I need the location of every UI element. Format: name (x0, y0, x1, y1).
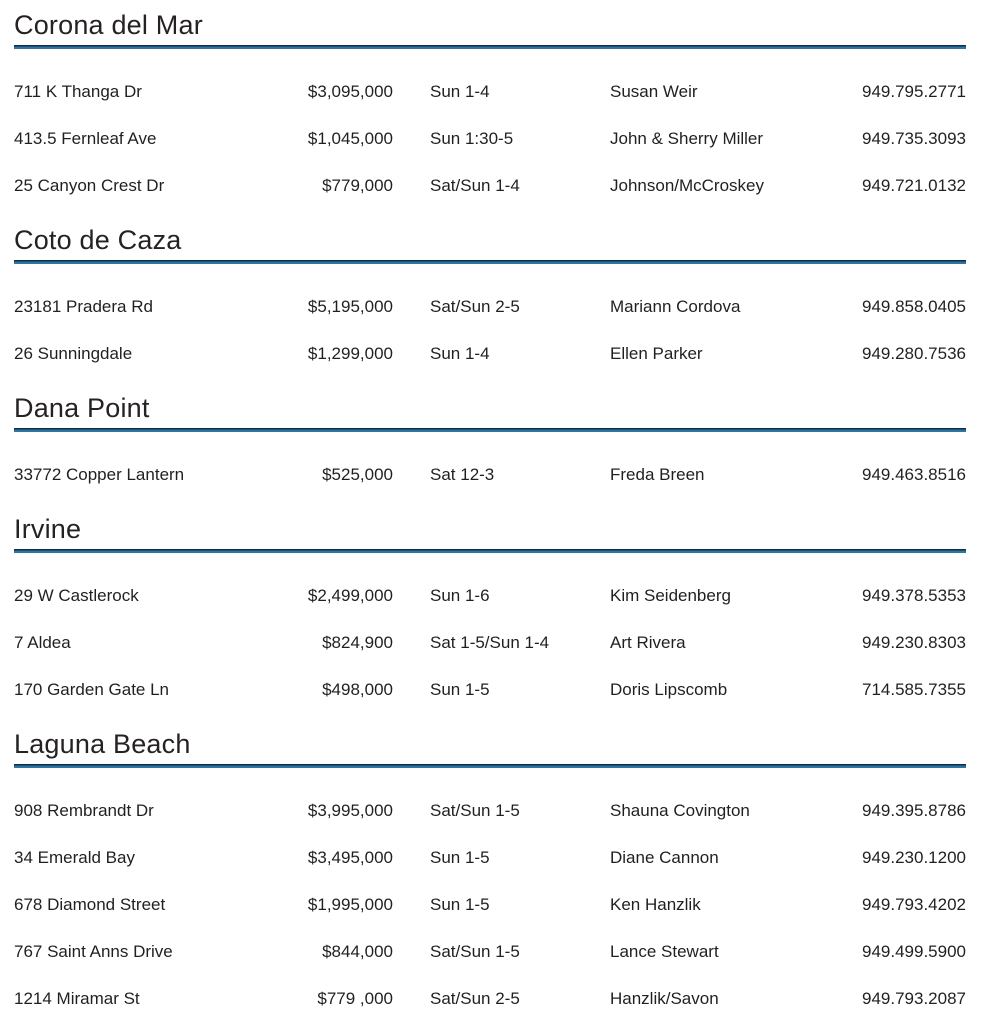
open-house-time: Sun 1:30-5 (430, 128, 514, 148)
listing-row (14, 283, 966, 330)
listing-rows (14, 553, 966, 713)
agent-phone: 949.858.0405 (862, 296, 966, 316)
listing-price: $779,000 (322, 175, 393, 195)
listing-address: 25 Canyon Crest Dr (14, 175, 165, 195)
agent-name: Hanzlik/Savon (610, 988, 719, 1008)
agent-phone: 949.463.8516 (862, 464, 966, 484)
listing-row (14, 881, 966, 928)
listing-address: 1214 Miramar St (14, 988, 140, 1008)
listing-row (14, 330, 966, 377)
agent-phone: 949.795.2771 (862, 81, 966, 101)
agent-phone: 949.793.2087 (862, 988, 966, 1008)
listing-rows (14, 768, 966, 1022)
listing-address: 767 Saint Anns Drive (14, 941, 173, 961)
listing-address: 34 Emerald Bay (14, 847, 135, 867)
listing-address: 678 Diamond Street (14, 894, 166, 914)
agent-name: John & Sherry Miller (610, 128, 764, 148)
open-house-time: Sun 1-5 (430, 847, 490, 867)
agent-phone: 949.395.8786 (862, 800, 966, 820)
agent-phone: 949.280.7536 (862, 343, 966, 363)
listing-address: 413.5 Fernleaf Ave (14, 128, 157, 148)
agent-name: Doris Lipscomb (610, 679, 728, 699)
city-section (14, 729, 966, 1022)
open-house-time: Sat 1-5/Sun 1-4 (430, 632, 550, 652)
listing-address: 33772 Copper Lantern (14, 464, 185, 484)
listing-price: $525,000 (322, 464, 393, 484)
open-house-time: Sun 1-6 (430, 585, 490, 605)
open-house-time: Sun 1-4 (430, 343, 490, 363)
agent-name: Johnson/McCroskey (610, 175, 765, 195)
listing-price: $3,495,000 (307, 847, 393, 867)
listing-row (14, 834, 966, 881)
agent-phone: 949.378.5353 (862, 585, 966, 605)
listing-row (14, 619, 966, 666)
open-house-time: Sat/Sun 1-5 (430, 941, 520, 961)
agent-phone: 714.585.7355 (862, 679, 966, 699)
agent-phone: 949.230.1200 (862, 847, 966, 867)
open-house-time: Sat/Sun 2-5 (430, 988, 520, 1008)
city-heading: Corona del Mar (14, 10, 203, 40)
listing-address: 29 W Castlerock (14, 585, 139, 605)
agent-name: Susan Weir (610, 81, 698, 101)
listing-price: $779 ,000 (317, 988, 393, 1008)
listing-rows (14, 49, 966, 209)
open-house-time: Sun 1-5 (430, 679, 490, 699)
listing-address: 711 K Thanga Dr (14, 81, 142, 101)
open-house-time: Sat/Sun 1-5 (430, 800, 520, 820)
city-section (14, 393, 966, 498)
listing-price: $824,900 (322, 632, 393, 652)
agent-name: Ken Hanzlik (610, 894, 701, 914)
listing-price: $844,000 (322, 941, 393, 961)
city-heading: Coto de Caza (14, 225, 182, 255)
listing-price: $1,045,000 (307, 128, 393, 148)
listing-row (14, 68, 966, 115)
agent-name: Art Rivera (610, 632, 686, 652)
agent-name: Ellen Parker (610, 343, 703, 363)
listing-address: 26 Sunningdale (14, 343, 133, 363)
city-heading: Laguna Beach (14, 729, 191, 759)
city-section (14, 10, 966, 209)
agent-name: Kim Seidenberg (610, 585, 731, 605)
listing-row (14, 451, 966, 498)
listing-address: 7 Aldea (14, 632, 71, 652)
open-house-time: Sun 1-4 (430, 81, 490, 101)
agent-name: Mariann Cordova (610, 296, 741, 316)
listing-price: $1,995,000 (307, 894, 393, 914)
agent-phone: 949.721.0132 (862, 175, 966, 195)
listing-row (14, 928, 966, 975)
agent-phone: 949.735.3093 (862, 128, 966, 148)
listing-price: $498,000 (322, 679, 393, 699)
listing-address: 908 Rembrandt Dr (14, 800, 154, 820)
agent-name: Shauna Covington (610, 800, 750, 820)
city-section (14, 514, 966, 713)
listing-address: 23181 Pradera Rd (14, 296, 153, 316)
listing-price: $1,299,000 (307, 343, 393, 363)
city-heading: Irvine (14, 514, 82, 544)
open-house-time: Sat/Sun 2-5 (430, 296, 520, 316)
listing-price: $3,995,000 (307, 800, 393, 820)
listing-row (14, 162, 966, 209)
open-house-time: Sun 1-5 (430, 894, 490, 914)
listing-row (14, 787, 966, 834)
agent-phone: 949.230.8303 (862, 632, 966, 652)
listing-price: $5,195,000 (307, 296, 393, 316)
listing-rows (14, 264, 966, 377)
listing-price: $2,499,000 (307, 585, 393, 605)
listing-price: $3,095,000 (307, 81, 393, 101)
open-house-time: Sat 12-3 (430, 464, 495, 484)
listing-row (14, 975, 966, 1022)
listing-row (14, 115, 966, 162)
sections-container (14, 10, 966, 1022)
city-section (14, 225, 966, 377)
agent-phone: 949.793.4202 (862, 894, 966, 914)
open-house-time: Sat/Sun 1-4 (430, 175, 520, 195)
agent-name: Freda Breen (610, 464, 705, 484)
listing-address: 170 Garden Gate Ln (14, 679, 170, 699)
listing-row (14, 572, 966, 619)
agent-name: Diane Cannon (610, 847, 719, 867)
listing-row (14, 666, 966, 713)
agent-phone: 949.499.5900 (862, 941, 966, 961)
listing-rows (14, 432, 966, 498)
agent-name: Lance Stewart (610, 941, 719, 961)
city-heading: Dana Point (14, 393, 150, 423)
